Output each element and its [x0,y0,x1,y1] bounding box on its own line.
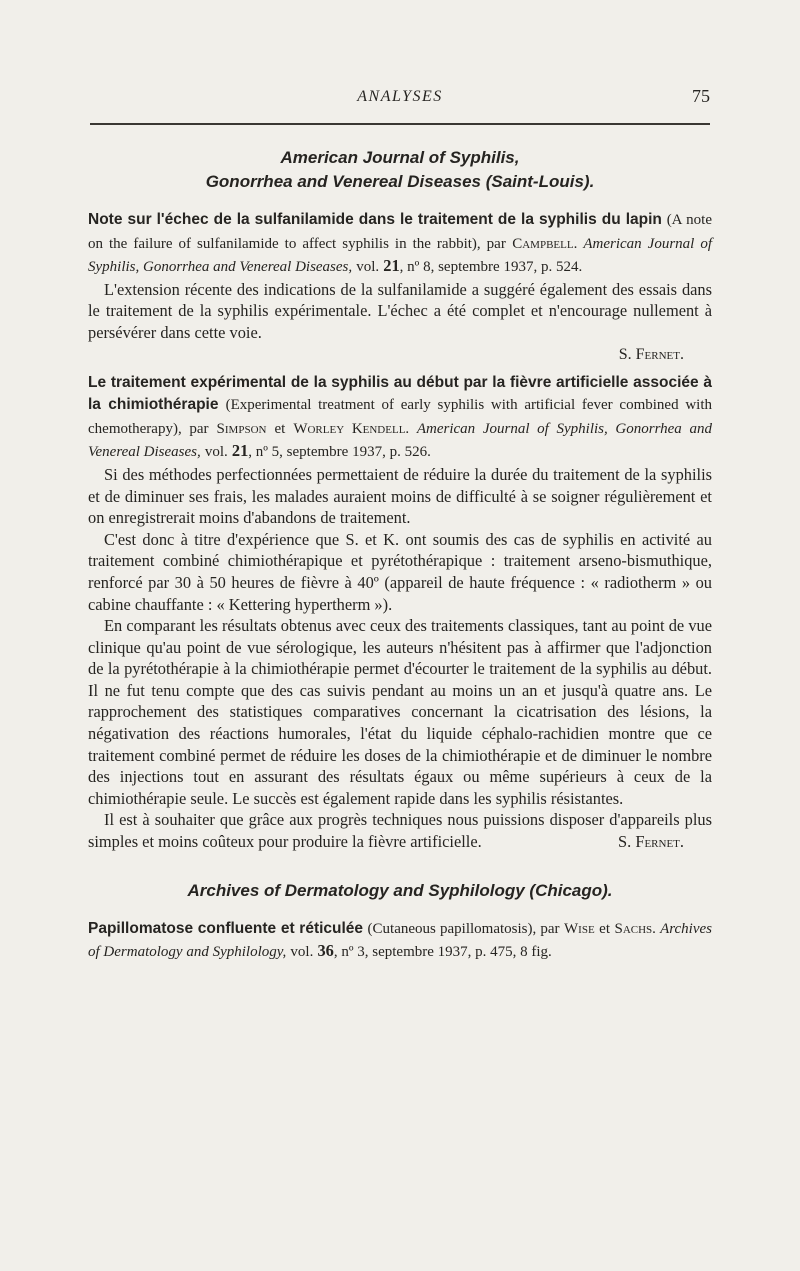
journal-heading-2: Archives of Dermatology and Syphilology (Chicago). [187,880,613,900]
article-2-journal: American Journal of Syphilis, Gonorrhea and Venereal Diseases, [88,420,712,461]
article-2-title: Le traitement expérimental de la syphilis au début par la fièvre artificielle associée à la chimiothérapie [88,373,712,414]
article-2-ref-no: , nº 5, septembre 1937, p. 526. [248,444,431,461]
article-2-reference: Le traitement expérimental de la syphilis au début par la fièvre artificielle associée à la chimiothérapie (Experimental treatment of early syphilis with artificial fever combined with chemotherapy), par Simpson et Worley Kendell. American Journal of Syphilis, Gonorrhea and Venereal Diseases, vol. 21, nº 5, septembre 1937, p. 526. [88,373,712,461]
article-2-subtitle: (Experimental treatment of early syphilis with artificial fever combined with chemotherapy), par [88,397,712,437]
article-3-author-2: Sachs [614,920,653,937]
article-1-author: Campbell [512,235,574,252]
article-2-ref-vol: vol. [204,444,228,461]
article-1-ref-no: , nº 8, septembre 1937, p. 524. [399,259,583,276]
article-2-paragraph-3: En comparant les résultats obtenus avec ceux des traitements classiques, tant au point de vue clinique qu'au point de vue sérologique, les auteurs n'hésitent pas à affirmer que l'adjonction de la pyrétothérapie à la chimiothérapie permet d'écourter le traitement de la syphilis au début. Il ne fut tenu compte que des cas suivis pendant au moins un an et jusqu'à quatre ans. Le rapprochement des statistiques comparatives concernant la cicatrisation des lésions, la négativation des réactions humorales, l'état du liquide céphalo-rachidien montre que ce traitement combiné permet de réduire les doses de la chimiothérapie et de diminuer le nombre des injections tout en assurant des résultats égaux ou même supérieurs à ceux de la chimiothérapie seule. Le succès est également rapide dans les syphilis résistantes. [88,616,712,808]
article-2-paragraph-4 [88,809,712,852]
section-title: ANALYSES [357,88,443,105]
article-2-signature: S. Fernet. [618,832,684,852]
article-2-paragraph-1: Si des méthodes perfectionnées permettaient de réduire la durée du traitement de la syphilis et de diminuer ses frais, les malades auraient moins de difficulté à se soigner régulièrement et on enregistrerait moins d'abandons de traitement. [88,464,712,528]
article-3-author-1: Wise [564,920,595,937]
article-1-subtitle: (A note on the failure of sulfanilamide to affect syphilis in the rabbit), par [88,212,712,252]
article-3-subtitle: (Cutaneous papillomatosis), par [367,920,560,937]
article-3-volume: 36 [317,941,334,961]
article-1-reference: Note sur l'échec de la sulfanilamide dans le traitement de la syphilis du lapin (A note on the failure of sulfanilamide to affect syphilis in the rabbit), par Campbell. American Journal of Syphilis, Gonorrhea and Venereal Diseases, vol. 21, nº 8, septembre 1937, p. 524. [88,211,713,276]
article-2 [88,371,712,853]
page-content [88,146,712,964]
article-2-et: et [274,420,286,437]
article-1-signature: S. Fernet. [618,345,684,363]
journal-heading-1 [88,146,712,194]
article-1-title: Note sur l'échec de la sulfanilamide dans le traitement de la syphilis du lapin [88,211,662,228]
page-number: 75 [692,86,710,106]
article-3 [88,917,712,964]
header-rule [90,123,710,125]
article-1-journal: American Journal of Syphilis, Gonorrhea and Venereal Diseases, [88,235,713,276]
article-3-ref-vol: vol. [290,944,314,961]
article-2-author-1: Simpson [216,420,267,437]
article-2-paragraph-2: C'est donc à titre d'expérience que S. et K. ont soumis des cas de syphilis en activité au traitement combiné chimiothérapique et pyrétothérapique : traitement arseno-bismuthique, renforcé par 30 à 50 heures de fièvre à 40º (appareil de haute fréquence : « radiotherm » ou cabine chauffante : « Kettering hypertherm »). [88,529,712,614]
article-2-volume: 21 [231,441,249,461]
article-2-paragraph-4-text: Il est à souhaiter que grâce aux progrès techniques nous puissions disposer d'appareils plus simples et moins coûteux pour produire la fièvre artificielle. [88,810,712,852]
article-1 [88,208,712,365]
article-3-reference: Papillomatose confluente et réticulée (Cutaneous papillomatosis), par Wise et Sachs. Archives of Dermatology and Syphilology, vol. 36, nº 3, septembre 1937, p. 475, 8 fig. [88,919,712,961]
article-3-title: Papillomatose confluente et réticulée [88,919,364,937]
article-3-journal: Archives of Dermatology and Syphilology, [88,920,712,961]
article-3-et: et [599,920,610,937]
journal-heading-line-2: Gonorrhea and Venereal Diseases (Saint-Louis). [205,172,595,191]
running-head [90,86,710,110]
article-3-ref-no: , nº 3, septembre 1937, p. 475, 8 fig. [333,944,552,961]
article-1-ref-vol: vol. [356,259,380,276]
article-1-body: L'extension récente des indications de la sulfanilamide a suggéré également des essais dans le traitement de la syphilis expérimentale. L'échec a été complet et n'encourage nullement à persévérer dans cette voie. [88,279,712,342]
journal-heading-line-1: American Journal of Syphilis, [280,148,520,167]
article-2-author-2: Worley Kendell [293,420,406,437]
article-1-volume: 21 [383,256,400,276]
